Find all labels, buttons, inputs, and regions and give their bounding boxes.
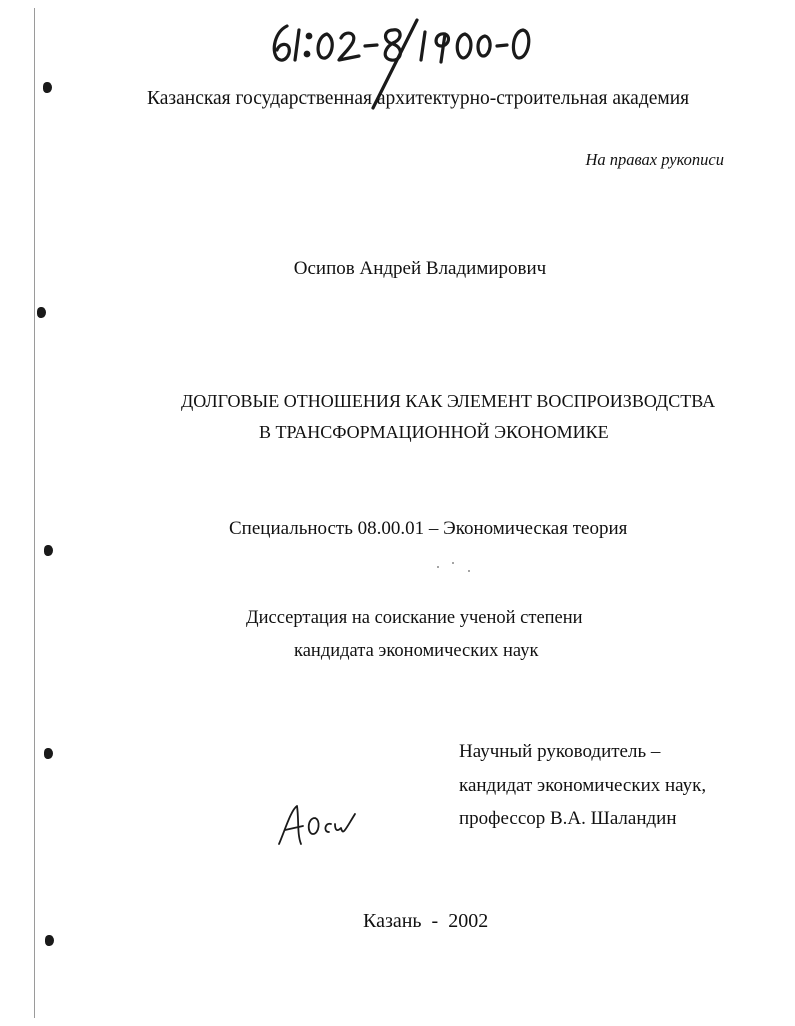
supervisor-line-2: кандидат экономических наук, — [459, 775, 707, 796]
degree-line-1: Диссертация на соискание ученой степени — [246, 608, 583, 628]
punch-hole-mark — [43, 82, 52, 93]
scan-speck — [468, 570, 470, 572]
degree-line-2: кандидата экономических наук — [294, 641, 539, 661]
supervisor-line-1: Научный руководитель – — [459, 741, 661, 762]
city-year: Казань - 2002 — [363, 910, 489, 932]
thesis-title-line-1: ДОЛГОВЫЕ ОТНОШЕНИЯ КАК ЭЛЕМЕНТ ВОСПРОИЗВОДСТВА — [181, 391, 716, 411]
scan-speck — [452, 562, 454, 564]
rights-note: На правах рукописи — [585, 150, 724, 169]
punch-hole-mark — [45, 935, 54, 946]
punch-hole-mark — [44, 748, 53, 759]
supervisor-line-3: профессор В.А. Шаландин — [459, 808, 677, 829]
specialty-line: Специальность 08.00.01 – Экономическая теория — [229, 518, 628, 539]
punch-hole-mark — [44, 545, 53, 556]
scan-speck — [437, 566, 439, 568]
author-name: Осипов Андрей Владимирович — [293, 258, 547, 279]
punch-hole-mark — [37, 307, 46, 318]
binding-edge-line — [34, 8, 35, 1018]
thesis-title-line-2: В ТРАНСФОРМАЦИОННОЙ ЭКОНОМИКЕ — [259, 422, 609, 442]
institution-name: Казанская государственная архитектурно-строительная академия — [147, 88, 690, 109]
author-signature — [275, 800, 360, 850]
